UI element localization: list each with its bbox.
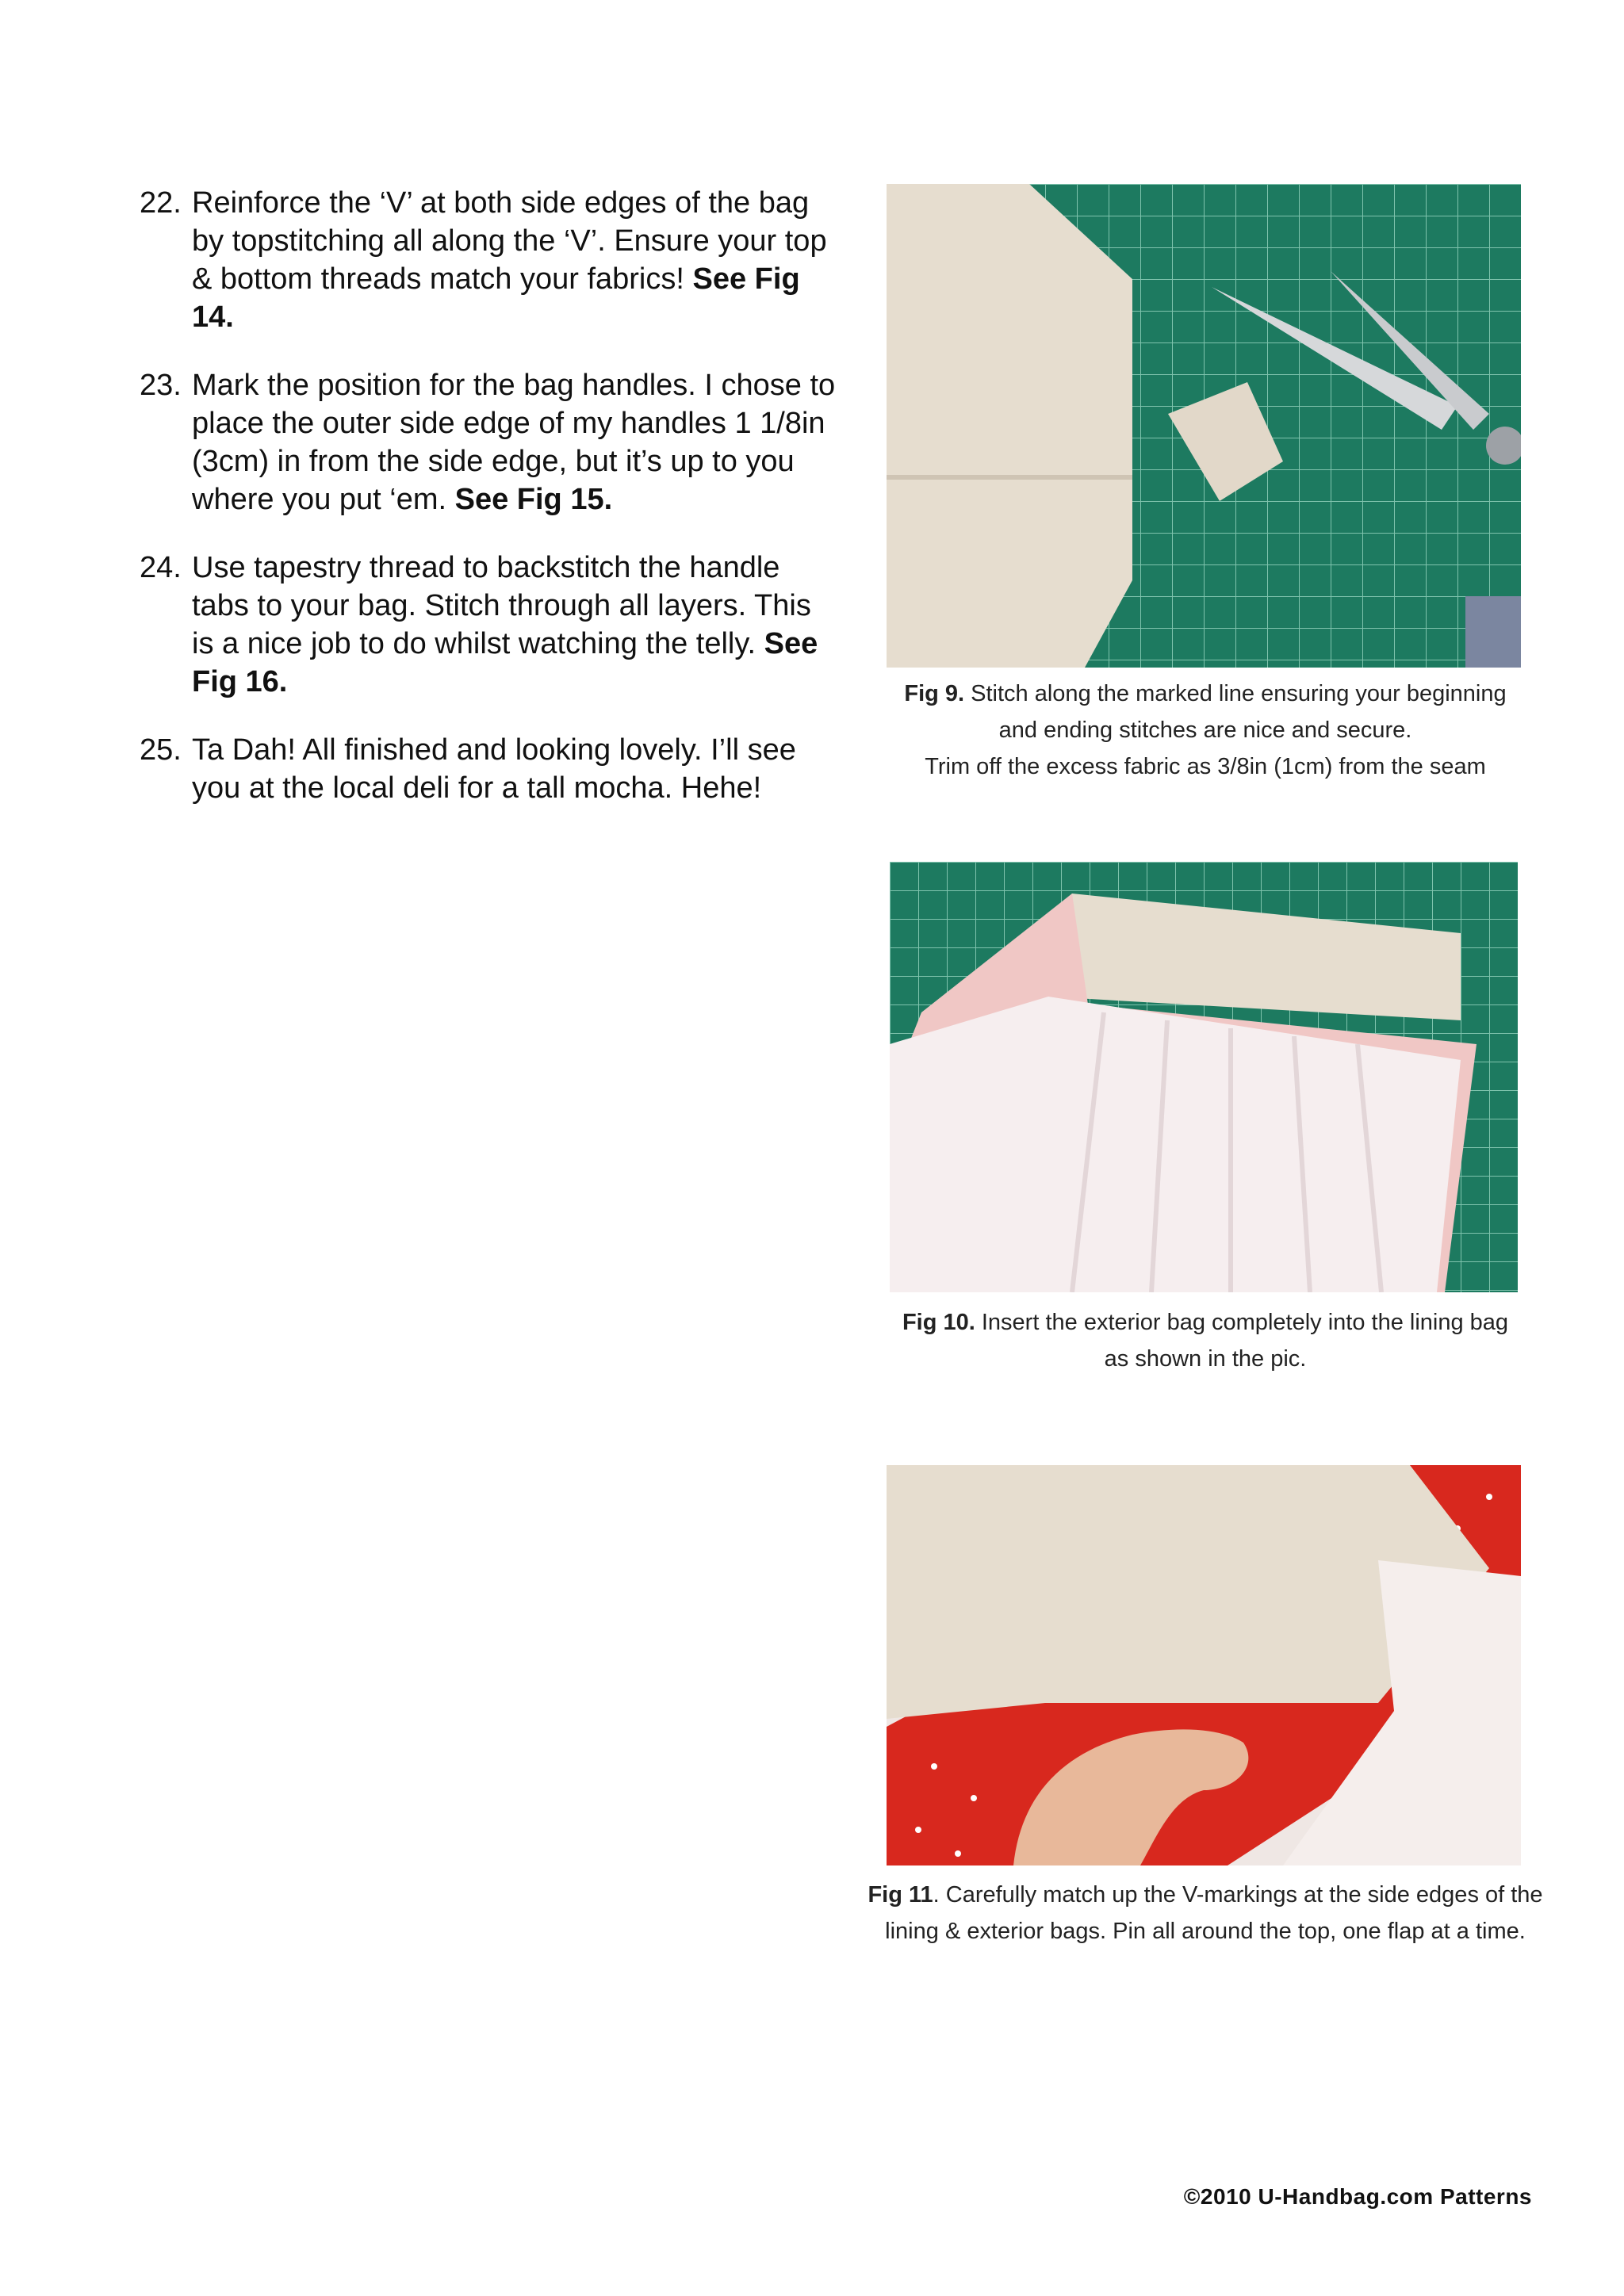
step-text: Use tapestry thread to backstitch the handle tabs to your bag. Stitch through all layers. This is a nice job to do whilst watching the telly. xyxy=(192,551,811,660)
fig-11-photo xyxy=(887,1465,1521,1866)
figure-label: Fig 10. xyxy=(902,1310,975,1335)
step-24 xyxy=(140,549,837,701)
step-figure-ref: See Fig 14. xyxy=(192,262,800,334)
instruction-steps xyxy=(140,184,837,837)
caption-text: and ending stitches are nice and secure. xyxy=(998,718,1412,743)
step-text: Mark the position for the bag handles. I chose to place the outer side edge of my handles 1 1/8in (3cm) in from the side edge, but it’s up to you where you put ‘em. xyxy=(192,369,836,516)
fabric-piece xyxy=(887,184,1132,668)
step-number: 24. xyxy=(140,551,182,584)
caption-text: Trim off the excess fabric as 3/8in (1cm) from the seam xyxy=(925,754,1486,779)
step-text: Reinforce the ‘V’ at both side edges of the bag by topstitching all along the ‘V’. Ensure your top & bottom threads match your fabrics! xyxy=(192,186,827,296)
caption-text: lining & exterior bags. Pin all around the top, one flap at a time. xyxy=(885,1919,1526,1944)
caption-text: as shown in the pic. xyxy=(1104,1346,1307,1372)
figure-label: Fig 11 xyxy=(868,1882,933,1908)
fig-10-photo xyxy=(890,862,1518,1292)
fig-9-photo xyxy=(887,184,1521,668)
step-22 xyxy=(140,184,837,336)
fig-11-caption xyxy=(825,1877,1586,1950)
caption-text: Stitch along the marked line ensuring your beginning xyxy=(964,681,1507,706)
step-figure-ref: See Fig 15. xyxy=(454,483,613,516)
fig-9-caption xyxy=(825,675,1586,785)
fig-10-caption xyxy=(825,1304,1586,1377)
figure-label: Fig 9. xyxy=(904,681,965,706)
step-number: 23. xyxy=(140,369,182,402)
copyright-footer: ©2010 U-Handbag.com Patterns xyxy=(1183,2184,1532,2209)
step-figure-ref: See Fig 16. xyxy=(192,627,818,698)
step-text: Ta Dah! All finished and looking lovely. I’ll see you at the local deli for a tall mocha. Hehe! xyxy=(192,733,796,805)
caption-text: Insert the exterior bag completely into the lining bag xyxy=(975,1310,1509,1335)
step-number: 22. xyxy=(140,186,182,220)
step-23 xyxy=(140,366,837,519)
step-25 xyxy=(140,731,837,807)
caption-text: . Carefully match up the V-markings at the side edges of the xyxy=(933,1882,1543,1908)
step-number: 25. xyxy=(140,733,182,767)
